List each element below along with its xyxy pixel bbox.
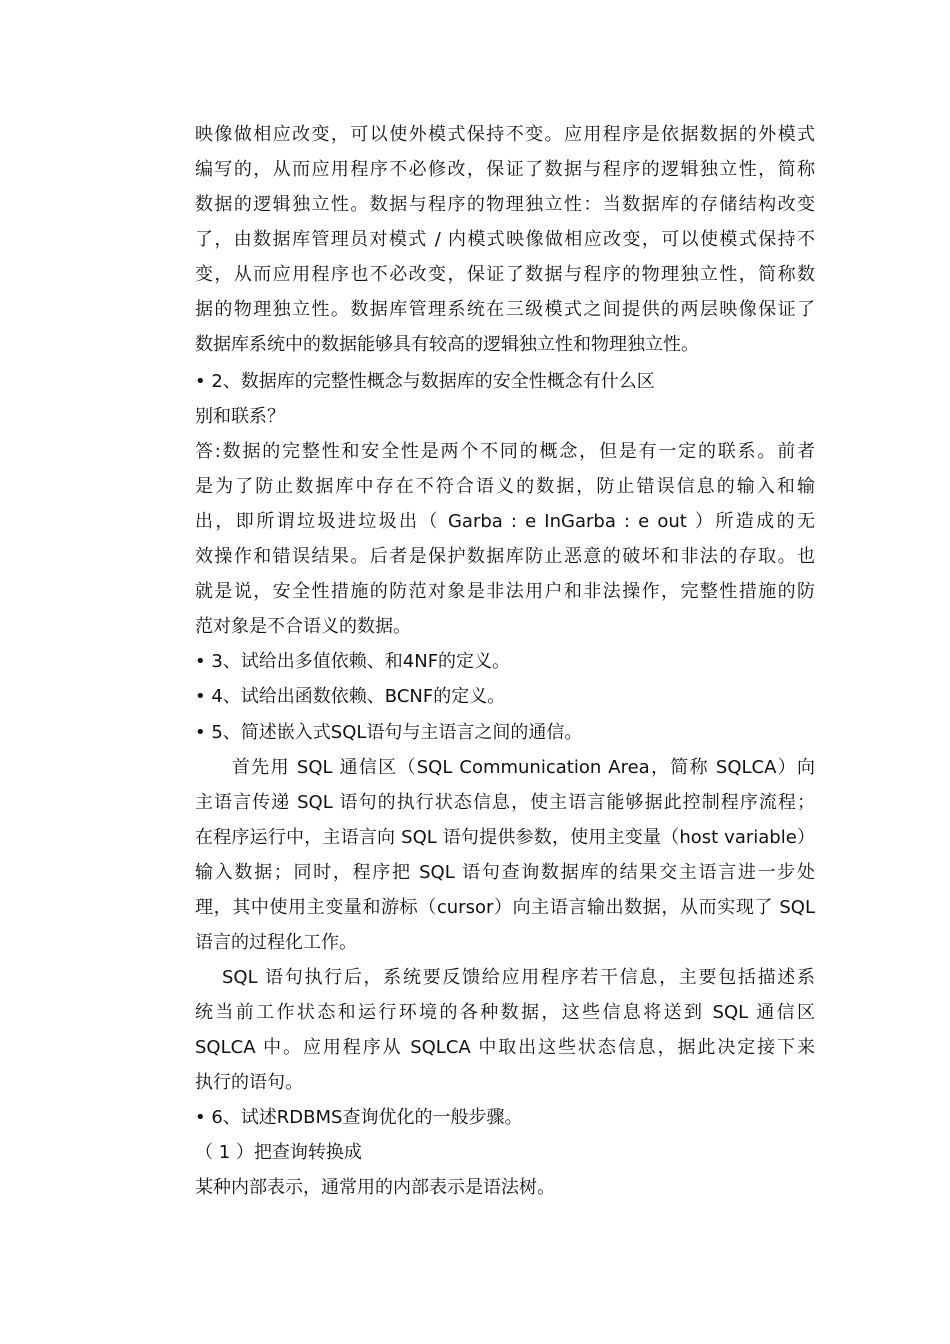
text-line: 是为了防止数据库中存在不符合语义的数据，防止错误信息的输入和输 [195, 476, 815, 497]
question-6: • 6、试述RDBMS查询优化的一般步骤。 [195, 1107, 523, 1128]
text-line: 在程序运行中，主语言向 SQL 语句提供参数，使用主变量（host variable） [195, 827, 815, 848]
text-line: 语言的过程化工作。 [195, 932, 357, 953]
text-line: 执行的语句。 [195, 1072, 303, 1093]
text-line: 就是说，安全性措施的防范对象是非法用户和非法操作，完整性措施的防 [195, 581, 815, 602]
text-line: 数据的逻辑独立性。数据与程序的物理独立性：当数据库的存储结构改变 [195, 194, 815, 215]
text-line: 主语言传递 SQL 语句的执行状态信息，使主语言能够据此控制程序流程； [195, 792, 815, 813]
text-line: SQLCA 中。应用程序从 SQLCA 中取出这些状态信息，据此决定接下来 [195, 1037, 815, 1058]
text-line: 别和联系？ [195, 406, 285, 427]
text-line: 统当前工作状态和运行环境的各种数据，这些信息将送到 SQL 通信区 [195, 1002, 815, 1023]
question-2: • 2、数据库的完整性概念与数据库的安全性概念有什么区 [195, 371, 655, 392]
question-5: • 5、简述嵌入式SQL语句与主语言之间的通信。 [195, 722, 583, 743]
text-line: 效操作和错误结果。后者是保护数据库防止恶意的破坏和非法的存取。也 [195, 546, 815, 567]
text-line: 映像做相应改变，可以使外模式保持不变。应用程序是依据数据的外模式 [195, 124, 815, 145]
question-4: • 4、试给出函数依赖、BCNF的定义。 [195, 686, 506, 707]
text-line: 据的物理独立性。数据库管理系统在三级模式之间提供的两层映像保证了 [195, 299, 815, 320]
text-line: 了，由数据库管理员对模式 / 内模式映像做相应改变，可以使模式保持不 [195, 229, 815, 250]
text-line: 某种内部表示，通常用的内部表示是语法树。 [195, 1177, 555, 1198]
question-3: • 3、试给出多值依赖、和4NF的定义。 [195, 651, 511, 672]
text-line: 变，从而应用程序也不必改变，保证了数据与程序的物理独立性，简称数 [195, 264, 815, 285]
text-line: （ 1 ）把查询转换成 [195, 1142, 362, 1163]
text-line: 首先用 SQL 通信区（SQL Communication Area，简称 SQLCA）向 [232, 757, 815, 778]
text-line: 出，即所谓垃圾进垃圾出（ Garba : e InGarba : e out ）所造成的无 [195, 511, 815, 532]
text-line: 输入数据；同时，程序把 SQL 语句查询数据库的结果交主语言进一步处 [195, 862, 815, 883]
text-line: 范对象是不合语义的数据。 [195, 616, 411, 637]
text-line: SQL 语句执行后，系统要反馈给应用程序若干信息，主要包括描述系 [222, 967, 815, 988]
text-line: 答:数据的完整性和安全性是两个不同的概念，但是有一定的联系。前者 [195, 441, 815, 462]
text-line: 理，其中使用主变量和游标（cursor）向主语言输出数据，从而实现了 SQL [195, 897, 815, 918]
text-line: 数据库系统中的数据能够具有较高的逻辑独立性和物理独立性。 [195, 334, 699, 355]
text-line: 编写的，从而应用程序不必修改，保证了数据与程序的逻辑独立性，简称 [195, 159, 815, 180]
